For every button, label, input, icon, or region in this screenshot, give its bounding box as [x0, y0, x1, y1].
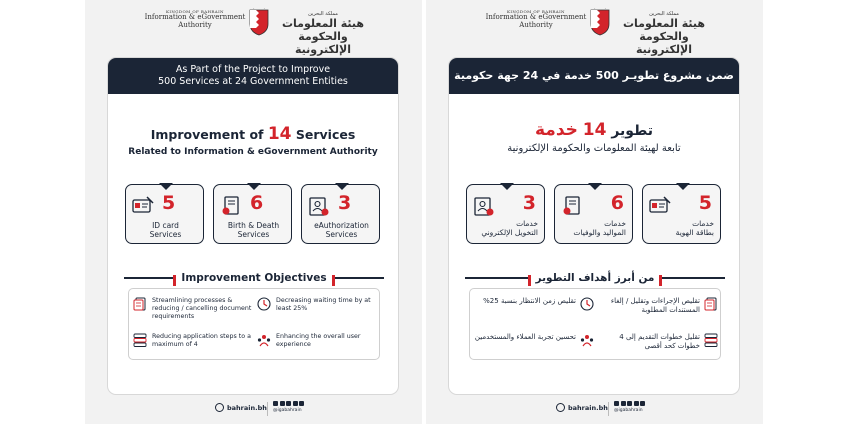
- objective-item: [598, 333, 722, 351]
- certificate-icon: [220, 195, 242, 217]
- objectives-title: Improvement Objectives: [173, 272, 334, 284]
- service-boxes: [466, 184, 722, 250]
- box-notch: [335, 183, 349, 190]
- objective-text: Decreasing waiting time by at least 25%: [276, 297, 371, 313]
- service-label-line2: المواليد والوفيات: [573, 228, 626, 238]
- clock-icon: [257, 297, 271, 311]
- social-icon[interactable]: [286, 401, 291, 406]
- service-label-line1: خدمات: [692, 219, 714, 228]
- arabic-panel: [426, 0, 763, 424]
- service-label-line1: خدمات: [604, 219, 626, 228]
- box-notch: [588, 183, 602, 190]
- banner-line2: 500 Services at 24 Government Entities: [158, 76, 348, 87]
- objective-item: [598, 297, 722, 315]
- objectives-box: [469, 288, 721, 360]
- box-notch: [500, 183, 514, 190]
- social-icon[interactable]: [280, 401, 285, 406]
- documents-icon: [704, 297, 718, 311]
- clock-icon: [580, 297, 594, 311]
- id-card-icon: [649, 195, 671, 217]
- users-icon: [580, 333, 594, 347]
- objective-item: [474, 297, 598, 306]
- service-label-line1: ID card: [152, 221, 179, 230]
- objective-text: Streamlining processes & reducing / cancelling document requirements: [152, 297, 252, 321]
- authority-name-line1: Information & eGovernment: [144, 13, 246, 22]
- headline: [449, 120, 739, 154]
- subheadline: Related to Information & eGovernment Authority: [128, 147, 378, 157]
- authority-name-ar: هيئة المعلومات والحكومة الإلكترونية: [623, 17, 705, 57]
- service-count: 6: [610, 192, 624, 214]
- service-box-birth-death: [554, 184, 633, 244]
- social-icon[interactable]: [273, 401, 278, 406]
- logo-arabic-text: [273, 11, 373, 57]
- banner: [449, 58, 739, 94]
- headline-suffix: Services: [295, 127, 356, 142]
- authorization-icon: [308, 195, 330, 217]
- authority-name-line1: Information & eGovernment: [485, 13, 587, 22]
- service-label-line1: خدمات: [516, 219, 538, 228]
- authority-logo: [85, 8, 422, 57]
- banner: [108, 58, 398, 94]
- service-label-line2: بطاقة الهوية: [675, 228, 714, 238]
- service-box-id-card: [125, 184, 204, 244]
- globe-icon: [215, 403, 224, 412]
- objective-text: تحسين تجربة العملاء والمستخدمين: [474, 333, 576, 341]
- social-handle: @igabahrain: [273, 408, 302, 413]
- service-label: [471, 219, 538, 238]
- box-notch: [676, 183, 690, 190]
- subheadline: تابعة لهيئة المعلومات والحكومة الإلكترونية: [507, 143, 681, 154]
- box-notch: [247, 183, 261, 190]
- steps-icon: [133, 333, 147, 347]
- authority-name-line2: Authority: [519, 20, 553, 29]
- website-link[interactable]: [215, 403, 267, 412]
- service-box-birth-death: [213, 184, 292, 244]
- headline-prefix: تطوير: [611, 123, 653, 139]
- objective-item: [133, 297, 257, 322]
- objective-item: [474, 333, 598, 342]
- kingdom-label-ar: مملكة البحرين: [308, 11, 338, 17]
- headline-number: 14: [582, 120, 607, 140]
- objectives-title: من أبرز أهداف التطوير: [528, 272, 663, 284]
- objective-text: تقليص زمن الانتظار بنسبة 25%: [483, 297, 576, 305]
- id-card-icon: [132, 195, 154, 217]
- kingdom-label: KINGDOM OF BAHRAIN: [507, 9, 565, 14]
- social-handle: @igabahrain: [614, 408, 643, 413]
- service-label: [308, 221, 375, 240]
- service-box-eauthorization: [301, 184, 380, 244]
- social-icons: [273, 401, 304, 406]
- service-count: 3: [522, 192, 536, 214]
- infographic-card: [448, 57, 740, 395]
- service-label-line1: Birth & Death: [227, 221, 280, 230]
- service-label: [132, 221, 199, 240]
- service-count: 5: [698, 192, 712, 214]
- service-label-line2: Services: [237, 230, 270, 240]
- social-icon[interactable]: [621, 401, 626, 406]
- box-notch: [159, 183, 173, 190]
- footer: [426, 398, 763, 422]
- banner-text: ضمن مشروع تطويـر 500 خدمة في 24 جهة حكومية: [454, 69, 734, 83]
- footer: [85, 398, 422, 422]
- service-count: 6: [250, 192, 264, 214]
- headline-suffix: خدمة: [535, 120, 578, 140]
- documents-icon: [133, 297, 147, 311]
- authority-name-ar: هيئة المعلومات والحكومة الإلكترونية: [282, 17, 364, 57]
- social-icon[interactable]: [627, 401, 632, 406]
- headline-prefix: Improvement of: [150, 127, 264, 142]
- social-icon[interactable]: [299, 401, 304, 406]
- authorization-icon: [473, 195, 495, 217]
- english-panel: [85, 0, 422, 424]
- objectives-heading: [465, 269, 725, 287]
- service-boxes: [125, 184, 381, 250]
- service-count: 3: [338, 192, 352, 214]
- service-label: [559, 219, 626, 238]
- footer-divider: [267, 402, 268, 416]
- service-label-line1: eAuthorization: [314, 221, 369, 230]
- infographic-card: [107, 57, 399, 395]
- social-icon[interactable]: [640, 401, 645, 406]
- objective-text: Reducing application steps to a maximum of 4: [152, 333, 251, 349]
- social-icon[interactable]: [293, 401, 298, 406]
- users-icon: [257, 333, 271, 347]
- website-link[interactable]: [556, 403, 608, 412]
- website-text: bahrain.bh: [227, 403, 267, 412]
- social-icons: [614, 401, 645, 406]
- logo-english-text: [484, 10, 588, 29]
- kingdom-label: KINGDOM OF BAHRAIN: [166, 9, 224, 14]
- headline: [108, 124, 398, 157]
- footer-divider: [608, 402, 609, 416]
- objective-text: تقليل خطوات التقديم إلى 4 خطوات كحد أقصى: [619, 333, 700, 351]
- social-icon[interactable]: [634, 401, 639, 406]
- service-label-line2: Services: [325, 230, 358, 240]
- objective-item: [257, 333, 381, 349]
- objectives-heading: [124, 269, 384, 287]
- banner-line1: As Part of the Project to Improve: [175, 64, 331, 76]
- service-box-eauthorization: [466, 184, 545, 244]
- objective-text: Enhancing the overall user experience: [276, 333, 361, 349]
- service-count: 5: [162, 192, 176, 214]
- objective-text: تقليص الإجراءات وتقليل / إلغاء المستندات المطلوبة: [610, 297, 700, 315]
- service-box-id-card: [642, 184, 721, 244]
- objective-item: [133, 333, 257, 349]
- social-icon[interactable]: [614, 401, 619, 406]
- website-text: bahrain.bh: [568, 403, 608, 412]
- headline-main: [449, 120, 739, 140]
- logo-english-text: [143, 10, 247, 29]
- globe-icon: [556, 403, 565, 412]
- service-label-line2: Services: [149, 230, 182, 240]
- kingdom-label-ar: مملكة البحرين: [649, 11, 679, 17]
- headline-number: 14: [267, 124, 292, 144]
- bahrain-emblem-icon: [589, 8, 611, 36]
- authority-logo: [426, 8, 763, 57]
- certificate-icon: [561, 195, 583, 217]
- objectives-box: [128, 288, 380, 360]
- service-label-line2: التخويل الإلكتروني: [481, 228, 538, 238]
- service-label: [220, 221, 287, 240]
- logo-arabic-text: [614, 11, 714, 57]
- bahrain-emblem-icon: [248, 8, 270, 36]
- objective-item: [257, 297, 381, 313]
- authority-name-line2: Authority: [178, 20, 212, 29]
- steps-icon: [704, 333, 718, 347]
- headline-main: [108, 124, 398, 144]
- service-label: [647, 219, 714, 238]
